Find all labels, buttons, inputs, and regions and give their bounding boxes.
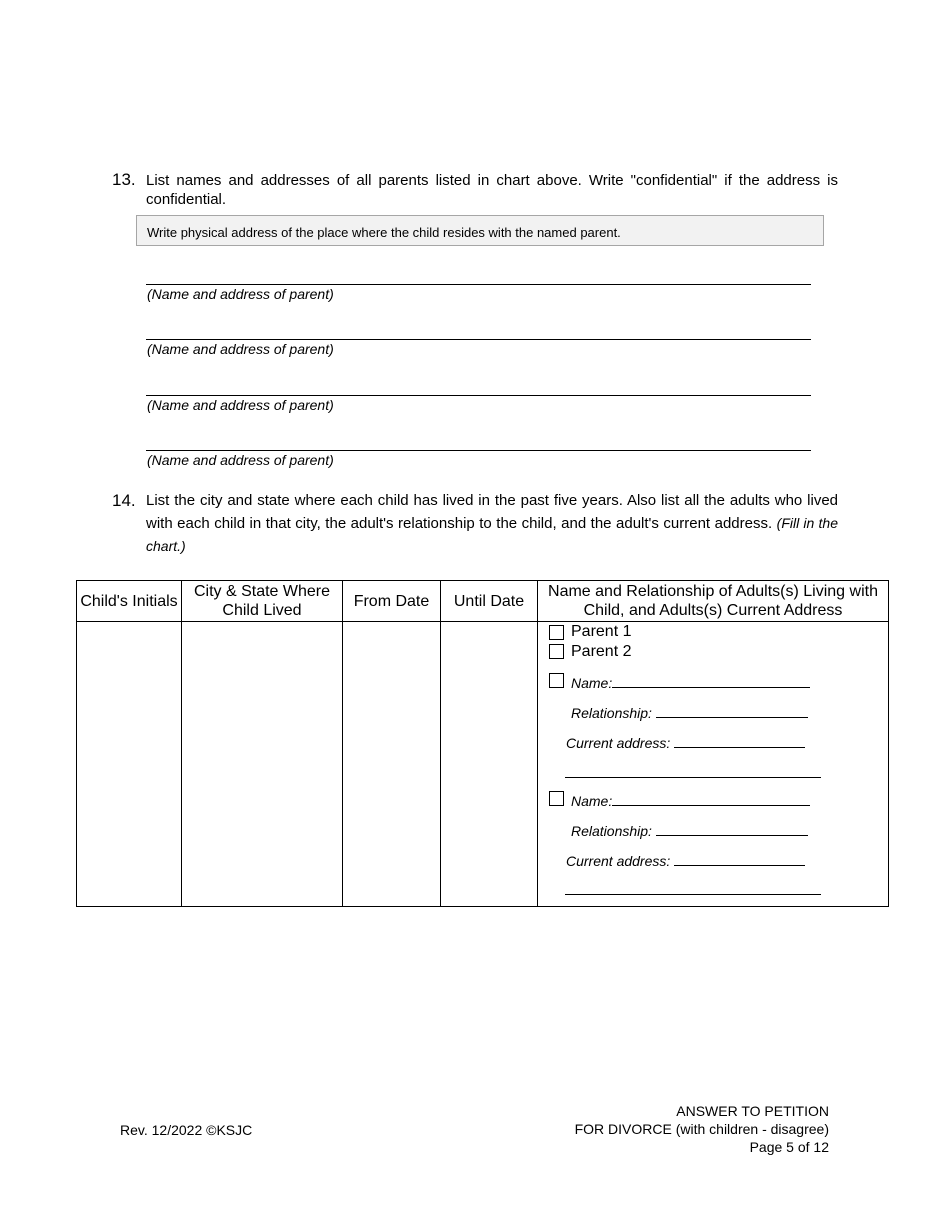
adult-1-name-label: Name: (571, 675, 613, 691)
parent-1-caption: (Name and address of parent) (147, 286, 334, 302)
adult-2-address-line-2[interactable] (565, 894, 821, 895)
chart-header-row (77, 581, 889, 622)
adult-1-name-field[interactable] (571, 673, 810, 691)
parent-2-caption: (Name and address of parent) (147, 341, 334, 357)
footer-revision: Rev. 12/2022 ©KSJC (120, 1122, 253, 1138)
header-from-date: From Date (343, 581, 441, 622)
adult-2-name-field[interactable] (571, 791, 810, 809)
adult-1-address-label: Current address: (566, 735, 671, 751)
footer-form-title (575, 1102, 829, 1156)
adult-1-checkbox[interactable] (549, 673, 564, 688)
header-adults: Name and Relationship of Adults(s) Living with Child, and Adults(s) Current Address (538, 581, 889, 622)
question-14-number: 14. (112, 491, 136, 510)
parent-2-line[interactable] (146, 339, 811, 340)
parent-1-line[interactable] (146, 284, 811, 285)
cell-childs-initials[interactable] (77, 622, 182, 907)
question-14-body: List the city and state where each child has lived in the past five years. Also list all the adults who lived with each child in that city, the adult's relationship to the child, and the adult's current address. (146, 492, 838, 532)
table-row (77, 622, 889, 907)
adult-2-relationship-field[interactable] (571, 821, 808, 839)
footer-title-line-1: ANSWER TO PETITION (676, 1103, 829, 1119)
adult-2-address-label: Current address: (566, 853, 671, 869)
header-childs-initials: Child's Initials (77, 581, 182, 622)
cell-adults (538, 622, 889, 907)
adult-1-address-line-2[interactable] (565, 777, 821, 778)
instruction-note: Write physical address of the place where the child resides with the named parent. (136, 215, 824, 246)
parent-4-line[interactable] (146, 450, 811, 451)
parent-2-checkbox[interactable] (549, 644, 564, 659)
parent-1-checkbox[interactable] (549, 625, 564, 640)
question-13-number: 13. (112, 170, 136, 189)
adult-2-checkbox[interactable] (549, 791, 564, 806)
adult-2-relationship-label: Relationship: (571, 823, 652, 839)
question-14-text (146, 490, 838, 558)
footer-title-line-2: FOR DIVORCE (with children - disagree) (574, 1121, 829, 1137)
question-14-note: (Fill in the chart.) (146, 515, 839, 554)
adult-1-relationship-field[interactable] (571, 703, 808, 721)
cell-until-date[interactable] (441, 622, 538, 907)
question-13-text: List names and addresses of all parents listed in chart above. Write "confidential" if the address is confidential. (146, 172, 838, 208)
cell-city-state[interactable] (182, 622, 343, 907)
parent-4-caption: (Name and address of parent) (147, 452, 334, 468)
header-until-date: Until Date (441, 581, 538, 622)
parent-3-caption: (Name and address of parent) (147, 397, 334, 413)
parent-1-label: Parent 1 (571, 623, 632, 640)
header-city-state: City & State Where Child Lived (182, 581, 343, 622)
cell-from-date[interactable] (343, 622, 441, 907)
parent-2-label: Parent 2 (571, 643, 632, 660)
parent-3-line[interactable] (146, 395, 811, 396)
footer-page-number: Page 5 of 12 (749, 1139, 829, 1155)
adult-2-name-label: Name: (571, 793, 613, 809)
residence-chart (76, 580, 889, 907)
adult-2-address-field[interactable] (566, 851, 805, 869)
adult-1-relationship-label: Relationship: (571, 705, 652, 721)
adult-1-address-field[interactable] (566, 733, 805, 751)
